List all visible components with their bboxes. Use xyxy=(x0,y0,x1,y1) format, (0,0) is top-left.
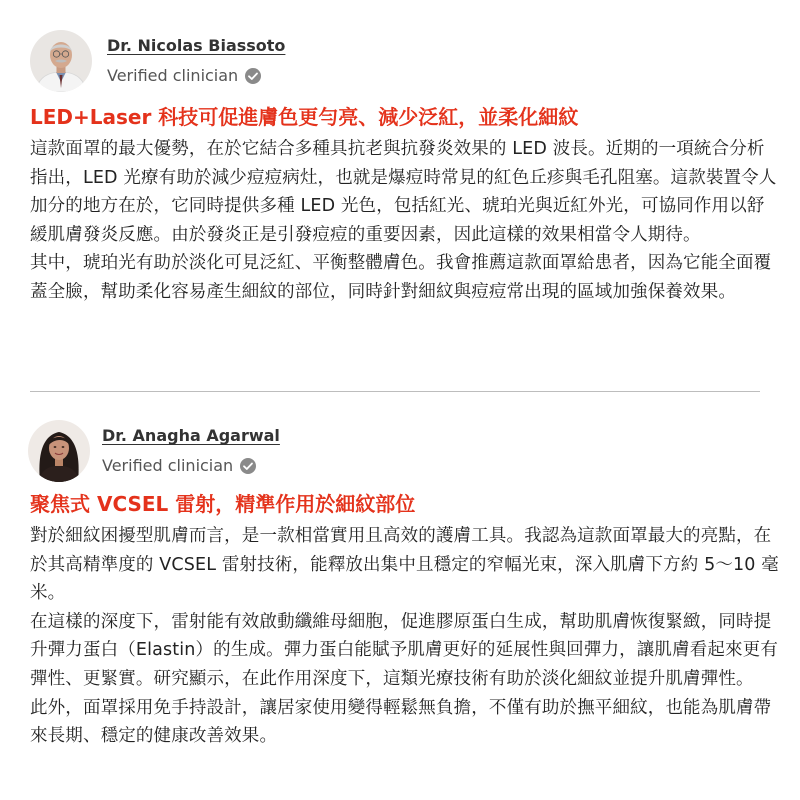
review-paragraph: 此外，面罩採用免手持設計，讓居家使用變得輕鬆無負擔，不僅有助於撫平細紋，也能為肌膚帶來長期、穩定的健康改善效果。 xyxy=(30,697,772,747)
review-paragraph: 其中，琥珀光有助於淡化可見泛紅、平衡整體膚色。我會推薦這款面罩給患者，因為它能全面覆蓋全臉，幫助柔化容易產生細紋的部位，同時針對細紋與痘痘常出現的區域加強保養效果。 xyxy=(30,253,772,302)
avatar[interactable] xyxy=(28,420,90,482)
author-role xyxy=(102,456,257,475)
review-card-1 xyxy=(30,30,780,307)
author-block xyxy=(30,420,780,490)
review-card-2 xyxy=(30,420,780,751)
author-block xyxy=(30,30,780,100)
author-name[interactable]: Dr. Anagha Agarwal xyxy=(102,426,280,445)
divider xyxy=(30,391,760,392)
review-headline: 聚焦式 VCSEL 雷射，精準作用於細紋部位 xyxy=(30,492,416,516)
check-circle-icon xyxy=(239,457,257,475)
verified-label: Verified clinician xyxy=(107,66,239,85)
author-name[interactable]: Dr. Nicolas Biassoto xyxy=(107,36,286,55)
doctor-portrait-icon xyxy=(28,420,90,482)
review-headline: LED+Laser 科技可促進膚色更勻亮、減少泛紅，並柔化細紋 xyxy=(30,105,579,129)
review-body xyxy=(30,135,780,307)
verified-label: Verified clinician xyxy=(102,456,234,475)
review-paragraph: 對於細紋困擾型肌膚而言，是一款相當實用且高效的護膚工具。我認為這款面罩最大的亮點，在於其高精準度的 VCSEL 雷射技術，能釋放出集中且穩定的窄幅光束，深入肌膚下方約 5〜10 毫米。 xyxy=(30,526,779,604)
doctor-portrait-icon xyxy=(30,30,92,92)
author-role xyxy=(107,66,262,85)
review-paragraph: 在這樣的深度下，雷射能有效啟動纖維母細胞，促進膠原蛋白生成，幫助肌膚恢復緊緻，同時提升彈力蛋白（Elastin）的生成。彈力蛋白能賦予肌膚更好的延展性與回彈力，讓肌膚看起來更有彈性、更緊實。研究顯示，在此作用深度下，這類光療技術有助於淡化細紋並提升肌膚彈性。 xyxy=(30,611,778,689)
check-circle-icon xyxy=(244,67,262,85)
review-paragraph: 這款面罩的最大優勢，在於它結合多種具抗老與抗發炎效果的 LED 波長。近期的一項統合分析指出，LED 光療有助於減少痘痘病灶，也就是爆痘時常見的紅色丘疹與毛孔阻塞。這款裝置令人加分的地方在於，它同時提供多種 LED 光色，包括紅光、琥珀光與近紅外光，可協同作用以舒緩肌膚發炎反應。由於發炎正是引發痘痘的重要因素，因此這樣的效果相當令人期待。 xyxy=(30,139,777,245)
avatar[interactable] xyxy=(30,30,92,92)
review-body xyxy=(30,522,780,751)
